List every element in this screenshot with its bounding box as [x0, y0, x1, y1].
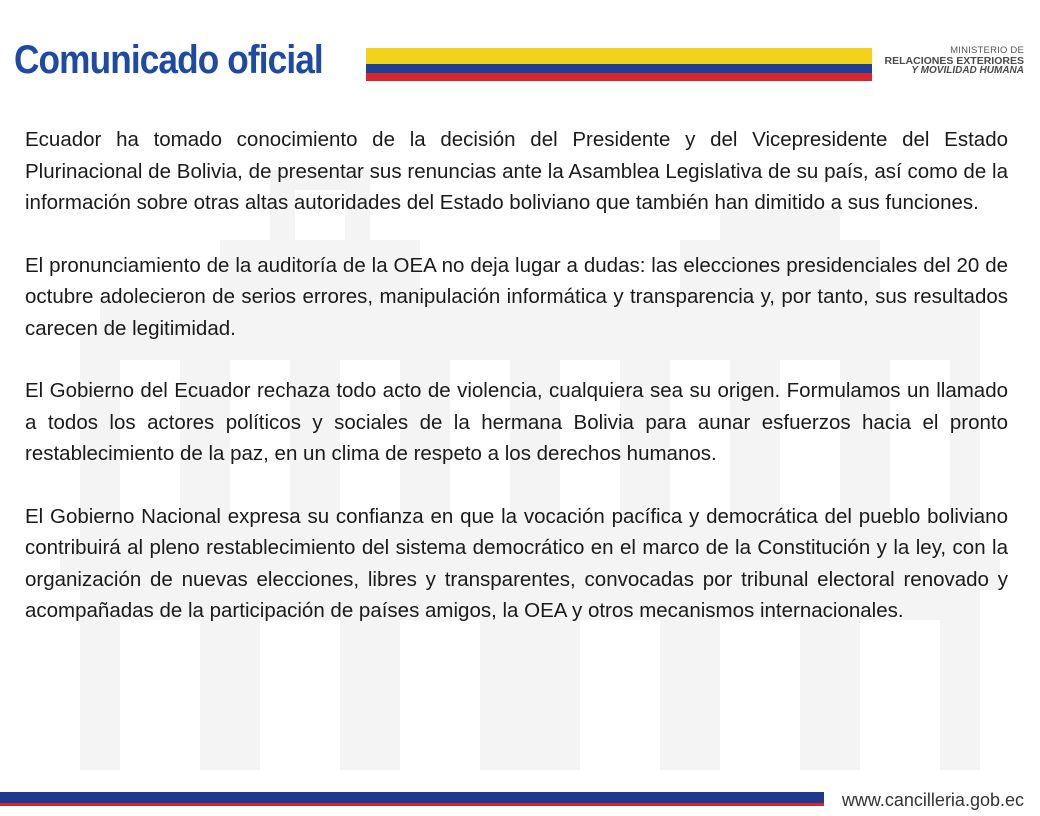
- ministry-line-2: RELACIONES EXTERIORES: [884, 55, 1024, 67]
- ministry-line-1: MINISTERIO DE: [950, 45, 1024, 56]
- paragraph-2: El pronunciamiento de la auditoría de la OEA no deja lugar a dudas: las elecciones presidenciales del 20 de octubre adolecieron de serios errores, manipulación informática y transparencia y, por tanto, sus resultados carecen de legitimidad.: [25, 253, 1008, 340]
- page-title: Comunicado oficial: [14, 38, 323, 82]
- ecuador-flag-band: [366, 48, 872, 81]
- paragraph-4: El Gobierno Nacional expresa su confianza en que la vocación pacífica y democrática del pueblo boliviano contribuirá al pleno restablecimiento del sistema democrático en el marco de la Constitución y la ley, con la organización de nuevas elecciones, libres y transparentes, convocadas por tribunal electoral renovado y acompañadas de la participación de países amigos, la OEA y otros mecanismos internacionales.: [25, 504, 1008, 622]
- flag-stripe-red: [366, 73, 872, 81]
- flag-stripe-blue: [366, 64, 872, 73]
- paragraph-3: El Gobierno del Ecuador rechaza todo acto de violencia, cualquiera sea su origen. Formulamos un llamado a todos los actores políticos y sociales de la hermana Bolivia para aunar esfuerzos hacia el pronto restablecimiento de la paz, en un clima de respeto a los derechos humanos.: [25, 379, 1008, 465]
- ministry-line-3: Y MOVILIDAD HUMANA: [911, 65, 1024, 76]
- ministry-logo: [880, 46, 1024, 76]
- footer-stripe-red: [0, 803, 824, 806]
- statement-body: [25, 124, 1008, 658]
- website-link[interactable]: www.cancilleria.gob.ec: [841, 790, 1024, 810]
- paragraph-1: Ecuador ha tomado conocimiento de la decisión del Presidente y del Vicepresidente del Estado Plurinacional de Bolivia, de presentar sus renuncias ante la Asamblea Legislativa de su país, así como de la información sobre otras altas autoridades del Estado boliviano que también han dimitido a sus funciones.: [25, 128, 1008, 214]
- flag-stripe-yellow: [366, 48, 872, 64]
- footer-stripe-blue: [0, 792, 824, 803]
- footer-bar: [0, 792, 824, 806]
